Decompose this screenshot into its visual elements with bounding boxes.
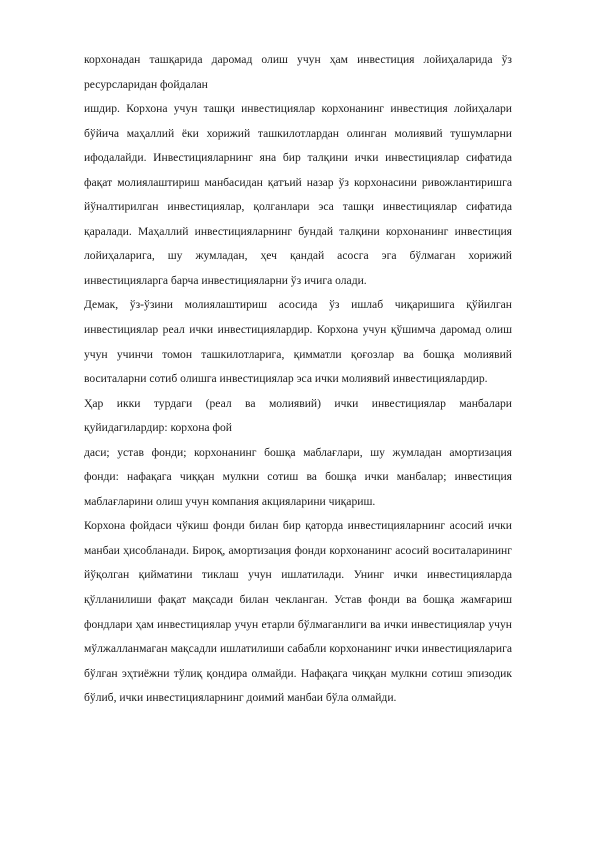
paragraph-5: даси; устав фонди; корхонанинг бошқа маблағлари, шу жумладан амортизация фонди: нафақага чиққан мулкни сотиш ва бошқа ички манбалар; инвестиция маблағларини олиш учун компания акцияларини чиқариш. [84, 445, 512, 508]
document-page [84, 48, 512, 711]
paragraph-1: корхонадан ташқарида даромад олиш учун ҳам инвестиция лойиҳаларида ўз ресурсларидан фойдалан [84, 53, 512, 91]
paragraph-2: ишдир. Корхона учун ташқи инвестициялар корхонанинг инвестиция лойиҳалари бўйича маҳаллий ёки хорижий ташкилотлардан олинган молиявий тушумларни ифодалайди. Инвестицияларнинг яна бир талқини ички инвестициялар сифатида фақат молиялаштириш манбасидан қатъий назар ўз корхонасини ривожлантиришга йўналтирилган инвестициялар, қолганлари эса ташқи инвестициялар сифатида қаралади. Маҳаллий инвестицияларнинг бундай талқини корхонанинг инвестиция лойиҳаларига, шу жумладан, ҳеч қандай асосга эга бўлмаган хорижий инвестицияларга барча инвестицияларни ўз ичига олади. [84, 102, 512, 287]
paragraph-4: Ҳар икки турдаги (реал ва молиявий) ички инвестициялар манбалари қуйидагилардир: корхона фой [84, 396, 512, 435]
paragraph-3: Демак, ўз-ўзини молиялаштириш асосида ўз ишлаб чиқаришига қўйилган инвестициялар реал ички инвестициялардир. Корхона учун қўшимча даромад олиш учун учинчи томон ташкилотларига, қимматли қоғозлар ва бошқа молиявий воситаларни сотиб олишга инвестициялар эса ички молиявий инвестициялардир. [84, 298, 512, 386]
paragraph-6: Корхона фойдаси чўкиш фонди билан бир қаторда инвестицияларнинг асосий ички манбаи ҳисобланади. Бироқ, амортизация фонди корхонанинг асосий воситаларининг йўқолган қийматини тиклаш учун ишлатилади. Унинг ички инвестицияларда қўлланилиши фақат мақсади билан чекланган. Устав фонди ва бошқа жамғариш фондлари ҳам инвестициялар учун етарли бўлмаганлиги ва ички инвестициялар учун мўлжалланмаган мақсадли ишлатилиши сабабли корхонанинг ички инвестицияларига бўлган эҳтиёжни тўлиқ қондира олмайди. Нафақага чиққан мулкни сотиш эпизодик бўлиб, ички инвестицияларнинг доимий манбаи бўла олмайди. [84, 519, 512, 705]
